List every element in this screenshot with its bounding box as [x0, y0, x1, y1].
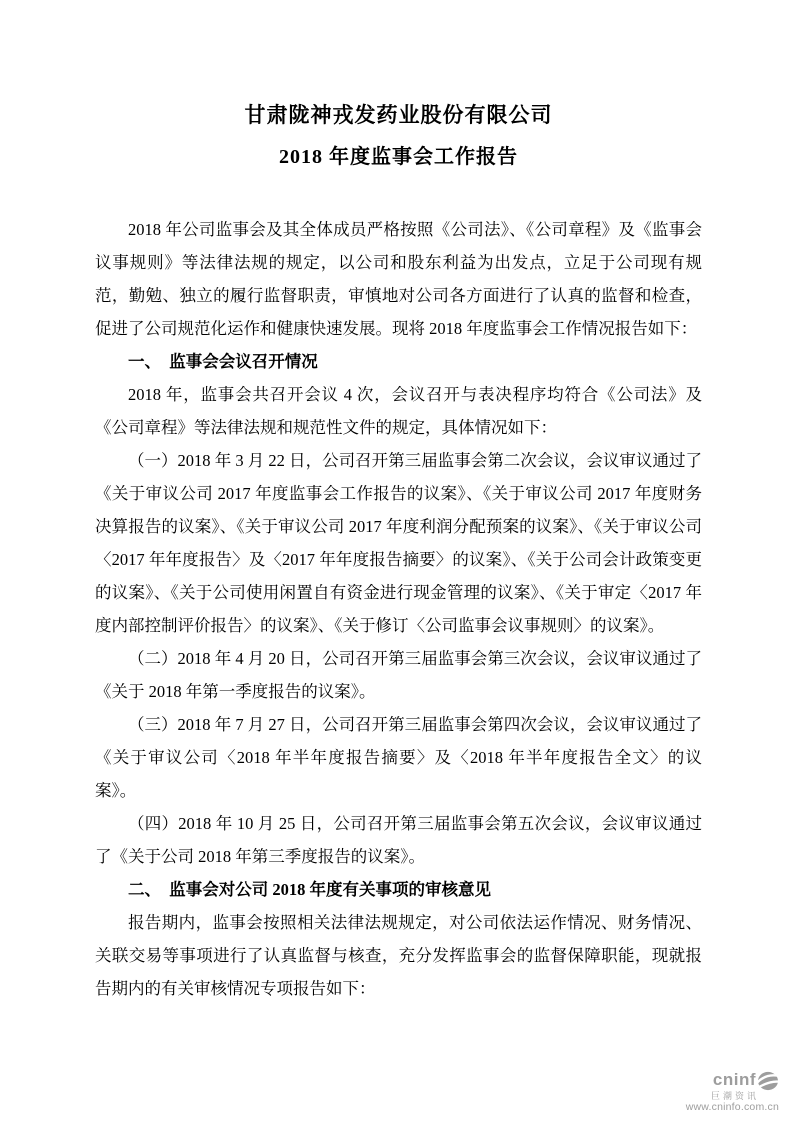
cninfo-brand-row	[686, 1071, 779, 1091]
intro-paragraph: 2018 年公司监事会及其全体成员严格按照《公司法》、《公司章程》及《监事会议事规则》等法律法规的规定，以公司和股东利益为出发点，立足于公司现有规范，勤勉、独立的履行监督职责，审慎地对公司各方面进行了认真的监督和检查，促进了公司规范化运作和健康快速发展。现将 2018 年度监事会工作情况报告如下：	[95, 220, 702, 338]
section-2-heading: 二、 监事会对公司 2018 年度有关事项的审核意见	[128, 880, 491, 899]
section-1-paragraph-2: （一）2018 年 3 月 22 日，公司召开第三届监事会第二次会议，会议审议通过了《关于审议公司 2017 年度监事会工作报告的议案》、《关于审议公司 2017 年度财务决算报告的议案》、《关于审议公司 2017 年度利润分配预案的议案》、《关于审议公司〈2017 年年度报告〉及〈2017 年年度报告摘要〉的议案》、《关于公司会计政策变更的议案》、《关于公司使用闲置自有资金进行现金管理的议案》、《关于审定〈2017 年度内部控制评价报告〉的议案》、《关于修订〈公司监事会议事规则〉的议案》。	[95, 451, 702, 635]
section-1-paragraph-5: （四）2018 年 10 月 25 日，公司召开第三届监事会第五次会议，会议审议通过了《关于公司 2018 年第三季度报告的议案》。	[95, 814, 702, 866]
document-subtitle: 2018 年度监事会工作报告	[279, 146, 518, 168]
section-2-paragraph-1: 报告期内，监事会按照相关法律法规规定，对公司依法运作情况、财务情况、关联交易等事项进行了认真监督与核查，充分发挥监事会的监督保障职能，现就报告期内的有关审核情况专项报告如下：	[95, 913, 702, 998]
cninfo-brand-text: cninf	[712, 1070, 756, 1090]
document-body	[95, 100, 702, 1005]
section-1-paragraph-3: （二）2018 年 4 月 20 日，公司召开第三届监事会第三次会议，会议审议通过了《关于 2018 年第一季度报告的议案》。	[95, 649, 702, 701]
cninfo-caption: 巨潮资讯	[710, 1090, 759, 1101]
cninfo-watermark	[686, 1071, 779, 1114]
section-1-paragraph-1: 2018 年，监事会共召开会议 4 次，会议召开与表决程序均符合《公司法》及《公司章程》等法律法规和规范性文件的规定，具体情况如下：	[95, 385, 702, 437]
section-1-paragraph-4: （三）2018 年 7 月 27 日，公司召开第三届监事会第四次会议，会议审议通过了《关于审议公司〈2018 年半年度报告摘要〉及〈2018 年半年度报告全文〉的议案》。	[95, 715, 702, 800]
document-title: 甘肃陇神戎发药业股份有限公司	[244, 103, 553, 127]
cninfo-url: www.cninfo.com.cn	[685, 1101, 779, 1114]
section-1-heading: 一、 监事会会议召开情况	[128, 352, 318, 371]
cninfo-globe-icon	[757, 1071, 779, 1091]
